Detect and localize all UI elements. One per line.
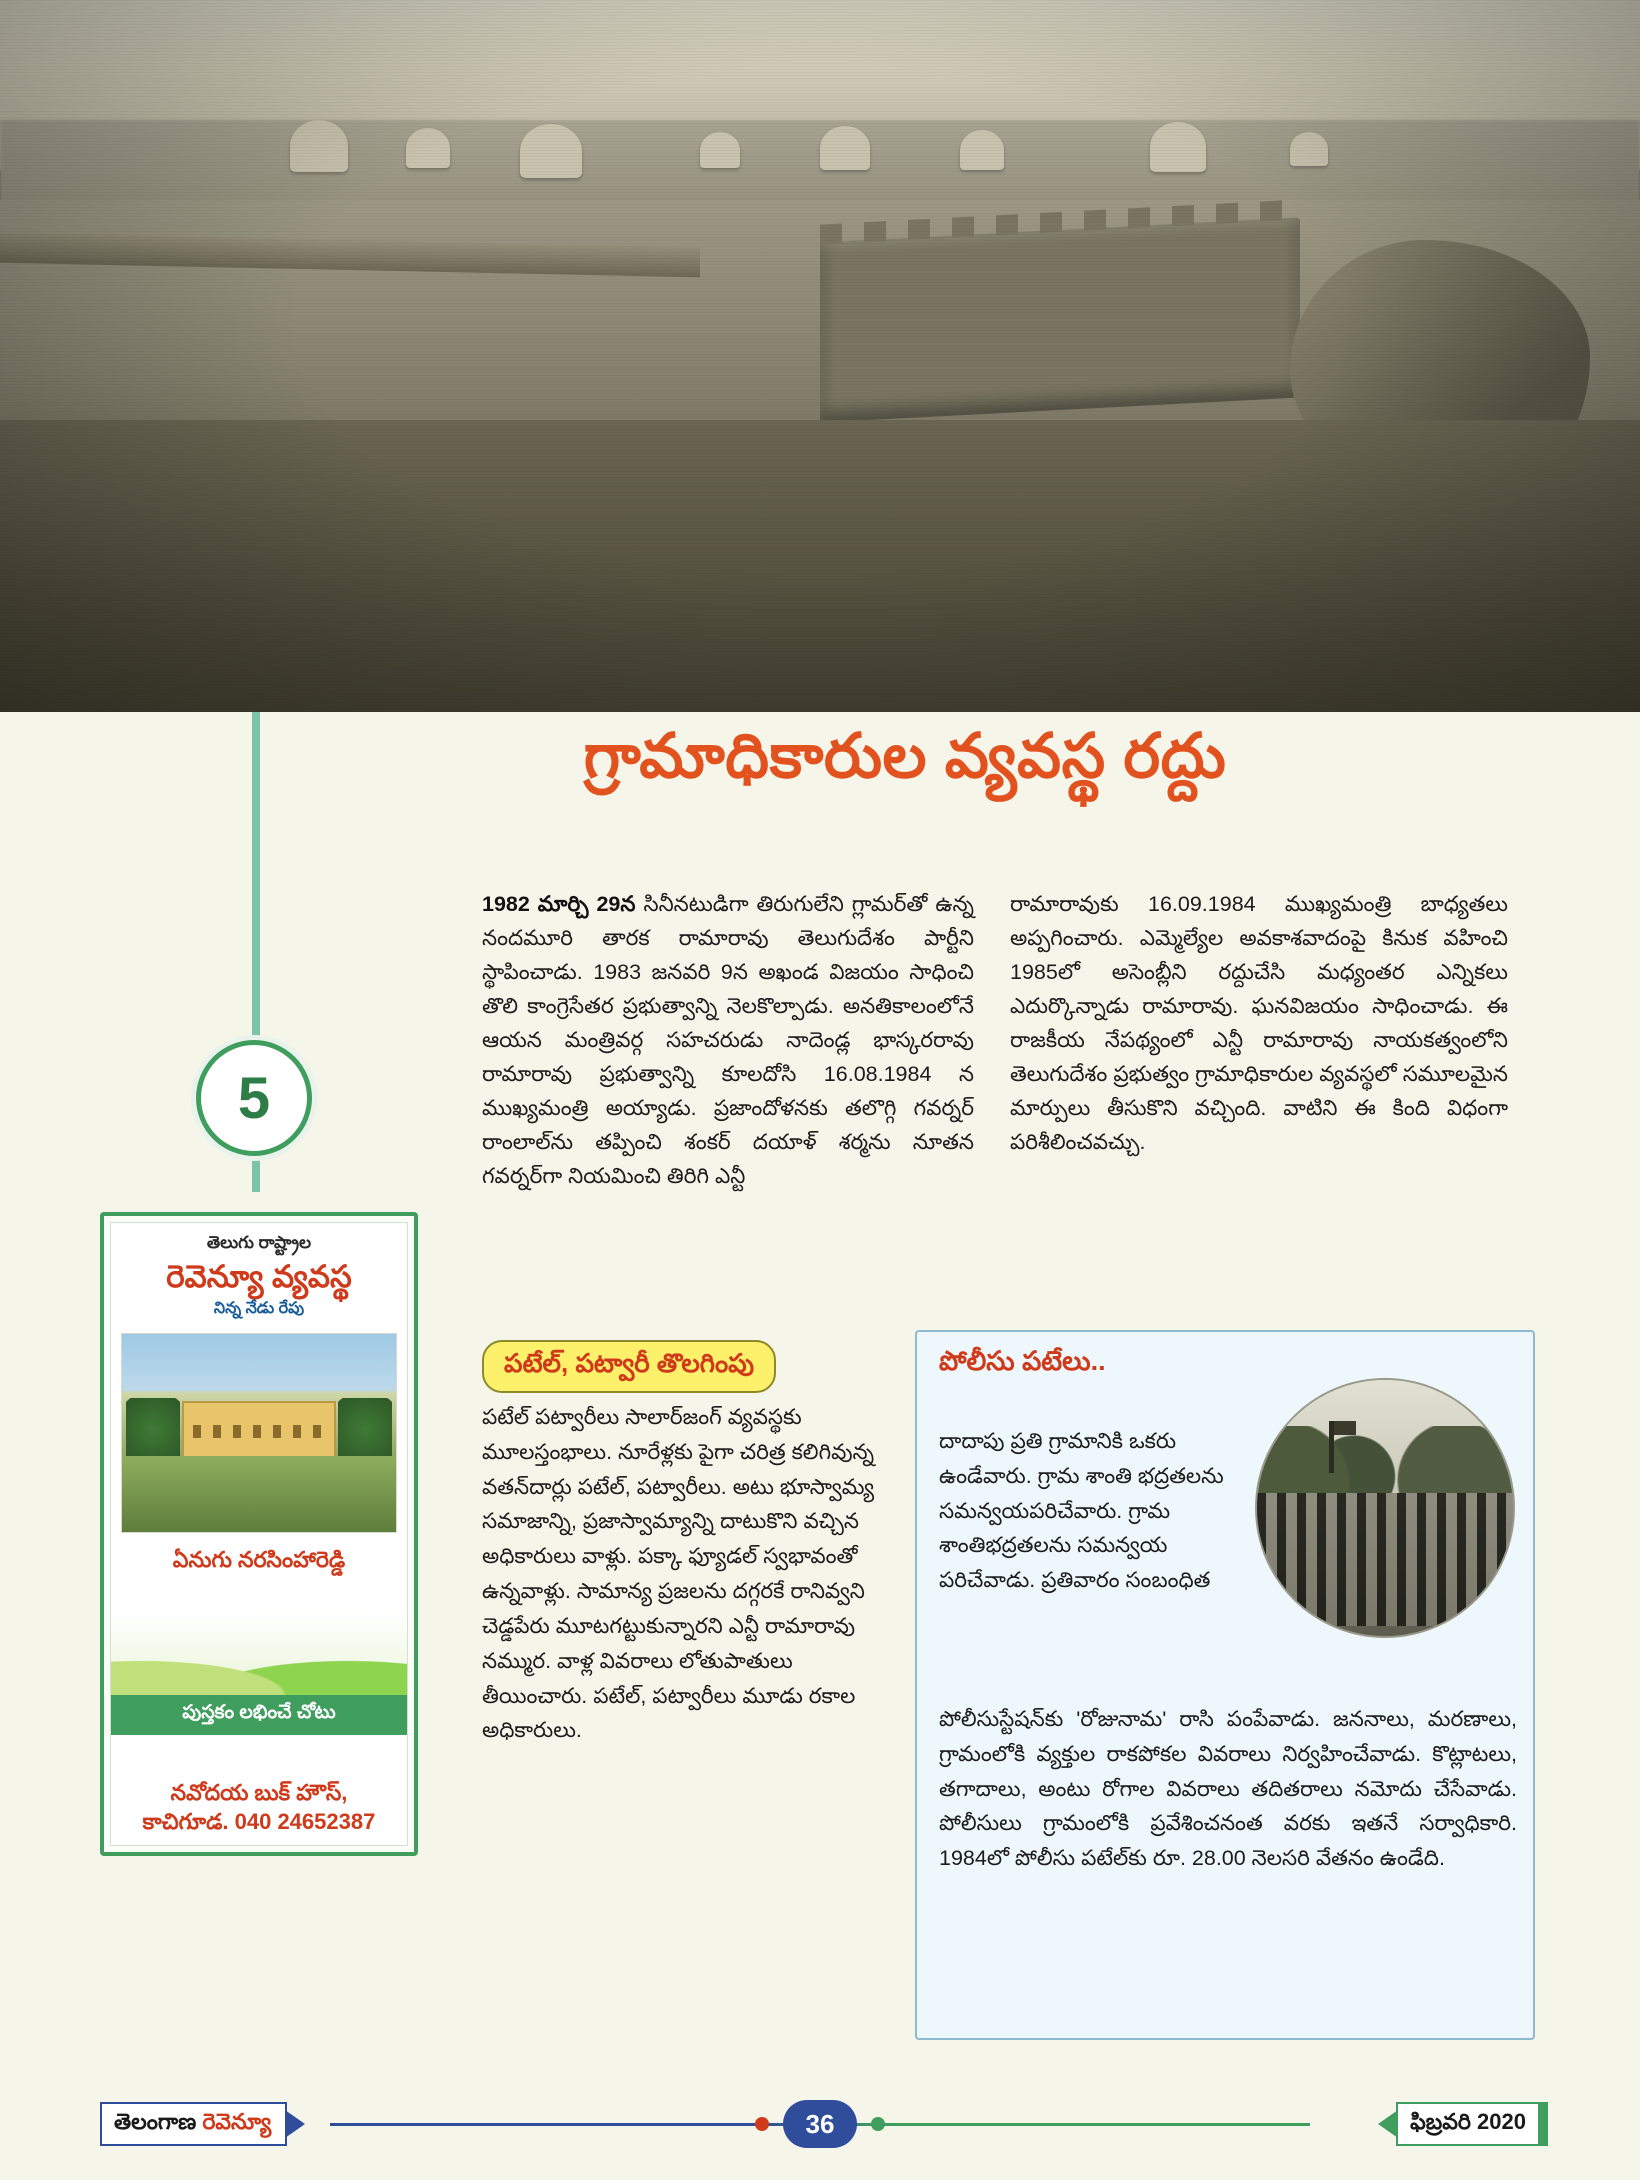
police-march-photo (1255, 1378, 1515, 1638)
footer-word-2: రెవెన్యూ (202, 2108, 272, 2134)
page-number: 36 (783, 2100, 857, 2148)
lawn-shape (122, 1456, 396, 1531)
marching-police-figures (1257, 1493, 1513, 1626)
footer-dot-right (871, 2117, 885, 2131)
page-footer (0, 2070, 1640, 2180)
book-promo-header (111, 1223, 407, 1325)
body-column-left (482, 888, 974, 1204)
paragraph: 1982 మార్చి 29న సినీనటుడిగా తిరుగులేని గ్లామర్‌తో ఉన్న నందమూరి తారక రామారావు తెలుగుదేశం పార్టీని స్థాపించాడు. 1983 జనవరి 9న అఖండ విజయం సాధించి తొలి కాంగ్రెసేతర ప్రభుత్వాన్ని నెలకొల్పాడు. అనతికాలంలోనే ఆయన మంత్రివర్గ సహచరుడు నాదెండ్ల భాస్కరరావు రామారావు ప్రభుత్వాన్ని కూలదోసి 16.08.1984 న ముఖ్యమంత్రి అయ్యాడు. ప్రజాందోళనకు తలొగ్గి గవర్నర్ రాంలాల్‌ను తప్పించి శంకర్ దయాళ్ శర్మను నూతన గవర్నర్‌గా నియమించి తిరిగి ఎన్టీ (482, 892, 974, 1188)
footer-end-bar (1538, 2102, 1548, 2146)
shop-name: నవోదయ బుక్ హౌస్, (170, 1779, 348, 1805)
decorative-waves (111, 1611, 407, 1695)
callout-text-top: దాదాపు ప్రతి గ్రామానికి ఒకరు ఉండేవారు. గ్రామ శాంతి భద్రతలను సమన్వయపరిచేవారు. గ్రామ శాంతిభద్రతలను సమన్వయ పరిచేవాడు. ప్రతివారం సంబంధిత (939, 1429, 1224, 1593)
footer-word-1: తెలంగాణ (114, 2108, 197, 2134)
section-heading-pill: పటేల్, పట్వారీ తొలగింపు (482, 1340, 776, 1393)
availability-label: పుస్తకం లభించే చోటు (111, 1695, 407, 1735)
footer-issue-date (1396, 2102, 1540, 2146)
paragraph: రామారావుకు 16.09.1984 ముఖ్యమంత్రి బాధ్యతలు అప్పగించారు. ఎమ్మెల్యేల అవకాశవాదంపై కినుక వహించి 1985లో అసెంబ్లీని రద్దుచేసి మధ్యంతర ఎన్నికలు ఎదుర్కొన్నాడు రామారావు. ఘనవిజయం సాధించాడు. ఈ రాజకీయ నేపథ్యంలో ఎన్టీ రామారావు నాయకత్వంలోని తెలుగుదేశం ప్రభుత్వం గ్రామాధికారుల వ్యవస్థలో సమూలమైన మార్పులు తీసుకొని వచ్చింది. వాటిని ఈ కింది విధంగా పరిశీలించవచ్చు. (1010, 892, 1508, 1154)
footer-dot-left (755, 2117, 769, 2131)
book-title: రెవెన్యూ వ్యవస్థ (166, 1259, 352, 1294)
book-author: ఏనుగు నరసింహారెడ్డి (172, 1546, 346, 1572)
page-title: గ్రామాధికారుల వ్యవస్థ రద్దు (583, 722, 1227, 791)
footer-magazine-name (100, 2102, 287, 2146)
hero-photo (0, 0, 1640, 712)
flag-icon (1329, 1421, 1334, 1473)
chapter-number-badge: 5 (196, 1040, 312, 1156)
book-subtitle: నిన్న నేడు రేపు (213, 1299, 305, 1317)
body-column-right (1010, 888, 1508, 1170)
book-cover-photo (121, 1333, 397, 1533)
arrow-left-icon (1378, 2110, 1398, 2138)
callout-title: పోలీసు పటేలు.. (939, 1346, 1106, 1376)
callout-text-bottom: పోలీసుస్టేషన్‌కు 'రోజునామ' రాసి పంపేవాడు. జననాలు, మరణాలు, గ్రామంలోకి వ్యక్తుల రాకపోకల వివరాలు నిర్వహించేవాడు. కొట్లాటలు, తగాదాలు, అంటు రోగాల వివరాలు తదితరాలు నమోదు చేసేవాడు. పోలీసులు గ్రామంలోకి ప్రవేశించనంత వరకు ఇతనే సర్వాధికారి. 1984లో పోలీసు పటేల్‌కు రూ. 28.00 నెలసరి వేతనం ఉండేది. (939, 1707, 1517, 1871)
book-promo-inner (110, 1222, 408, 1846)
section-body-text: పటేల్ పట్వారీలు సాలార్‌జంగ్ వ్యవస్థకు మూలస్తంభాలు. నూరేళ్లకు పైగా చరిత్ర కలిగివున్న వతన్‌దార్లు పటేల్, పట్వారీలు. అటు భూస్వామ్య సమాజాన్ని, ప్రజాస్వామ్యాన్ని దాటుకొని వచ్చిన అధికారులు వాళ్లు. పక్కా ఫ్యూడల్ స్వభావంతో ఉన్నవాళ్లు. సామాన్య ప్రజలను దగ్గరకే రానివ్వని చెడ్డపేరు మూటగట్టుకున్నారని ఎన్టీ రామారావు నమ్ముర. వాళ్ల వివరాలు లోతుపాతులు తీయించారు. పటేల్, పట్వారీలు మూడు రకాల అధికారులు. (482, 1405, 875, 1743)
photo-trees (1257, 1426, 1513, 1498)
callout-box-police-patel (915, 1330, 1535, 2040)
book-promo-card[interactable] (100, 1212, 418, 1856)
arrow-right-icon (285, 2110, 305, 2138)
book-pre-title: తెలుగు రాష్ట్రాల (206, 1233, 312, 1252)
issue-date-label: ఫిబ్రవరి 2020 (1410, 2108, 1526, 2134)
shop-info (111, 1778, 407, 1837)
shop-phone[interactable]: కాచిగూడ. 040 24652387 (142, 1809, 376, 1835)
lead-phrase: 1982 మార్చి 29న (482, 892, 636, 916)
photo-vignette (0, 0, 1640, 712)
